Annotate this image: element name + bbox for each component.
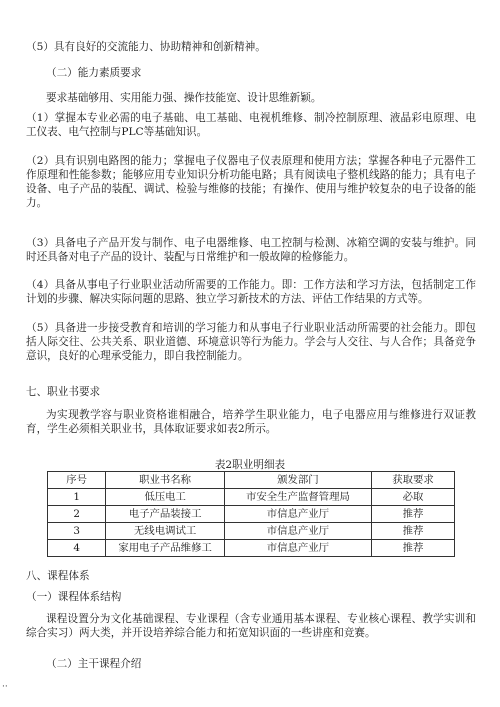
cell-issuer: 市信息产业厅 bbox=[224, 523, 371, 540]
table-title: 表2职业明细表 bbox=[214, 459, 286, 471]
table-row bbox=[48, 540, 455, 557]
section-ability-heading: （二）能力素质要求 bbox=[46, 67, 142, 79]
ability-summary: 要求基础够用、实用能力强、操作技能宽、设计思维新颖。 bbox=[46, 92, 322, 104]
structure-paragraph: 课程设置分为文化基础课程、专业课程（含专业通用基本课程、专业核心课程、教学实训和综合实习）两大类，并开设培养综合能力和拓宽知识面的一些讲座和竞赛。 bbox=[26, 613, 476, 639]
cell-index: 1 bbox=[48, 489, 106, 506]
margin-marks: ·· bbox=[2, 682, 8, 692]
header-requirement: 获取要求 bbox=[371, 472, 454, 489]
table-row bbox=[48, 523, 455, 540]
section-structure-heading: （一）课程体系结构 bbox=[26, 591, 122, 603]
header-index: 序号 bbox=[48, 472, 106, 489]
section-course-heading: 八、课程体系 bbox=[26, 570, 90, 582]
ability-item-1: （1）掌握本专业必需的电子基础、电工基础、电视机维修、制冷控制原理、液晶彩电原理、电工仪表、电气控制与PLC等基础知识。 bbox=[26, 112, 476, 138]
cell-cert-name: 无线电调试工 bbox=[106, 523, 225, 540]
cell-index: 3 bbox=[48, 523, 106, 540]
cell-requirement: 推荐 bbox=[371, 540, 454, 557]
table-header-row bbox=[48, 472, 455, 489]
ability-item-3: （3）具备电子产品开发与制作、电子电器维修、电工控制与检测、冰箱空调的安装与维护。同时还具备对电子产品的设计、装配与日常维护和一般故障的检修能力。 bbox=[26, 237, 476, 263]
cert-table bbox=[47, 471, 455, 557]
cell-index: 2 bbox=[48, 506, 106, 523]
item-5-cooperation: （5）具有良好的交流能力、协助精神和创新精神。 bbox=[26, 41, 266, 53]
cell-requirement: 推荐 bbox=[371, 523, 454, 540]
table-row bbox=[48, 489, 455, 506]
ability-item-5: （5）具备进一步接受教育和培训的学习能力和从事电子行业职业活动所需要的社会能力。即包括人际交往、公共关系、职业道德、环境意识等行为能力。学会与人交往、与人合作；具备竞争意识，良好的心理承受能力，即自我控制能力。 bbox=[26, 322, 476, 362]
header-cert-name: 职业书名称 bbox=[106, 472, 225, 489]
table-row bbox=[48, 506, 455, 523]
cell-cert-name: 低压电工 bbox=[106, 489, 225, 506]
section-cert-heading: 七、职业书要求 bbox=[26, 386, 101, 398]
cell-cert-name: 家用电子产品维修工 bbox=[106, 540, 225, 557]
cert-paragraph: 为实现教学容与职业资格谁相融合，培养学生职业能力，电子电器应用与维修进行双证教育，学生必须相关职业书，具体取证要求如表2所示。 bbox=[26, 409, 476, 435]
cell-requirement: 必取 bbox=[371, 489, 454, 506]
cell-issuer: 市信息产业厅 bbox=[224, 540, 371, 557]
cell-index: 4 bbox=[48, 540, 106, 557]
section-main-courses-heading: （二）主干课程介绍 bbox=[46, 658, 142, 670]
ability-item-4: （4）具备从事电子行业职业活动所需要的工作能力。即：工作方法和学习方法，包括制定工作计划的步骤、解决实际问题的思路、独立学习新技术的方法、评估工作结果的方式等。 bbox=[26, 279, 476, 305]
cell-cert-name: 电子产品装接工 bbox=[106, 506, 225, 523]
cell-issuer: 市信息产业厅 bbox=[224, 506, 371, 523]
header-issuer: 颁发部门 bbox=[224, 472, 371, 489]
cell-requirement: 推荐 bbox=[371, 506, 454, 523]
cell-issuer: 市安全生产监督管理局 bbox=[224, 489, 371, 506]
ability-item-2: （2）具有识别电路图的能力；掌握电子仪器电子仪表原理和使用方法；掌握各种电子元器件工作原理和性能参数；能够应用专业知识分析功能电路；具有阅读电子整机线路的能力；具有电子设备、电子产品的装配、调试、检验与维修的技能；有操作、使用与维护较复杂的电子设备的能力。 bbox=[26, 155, 476, 209]
